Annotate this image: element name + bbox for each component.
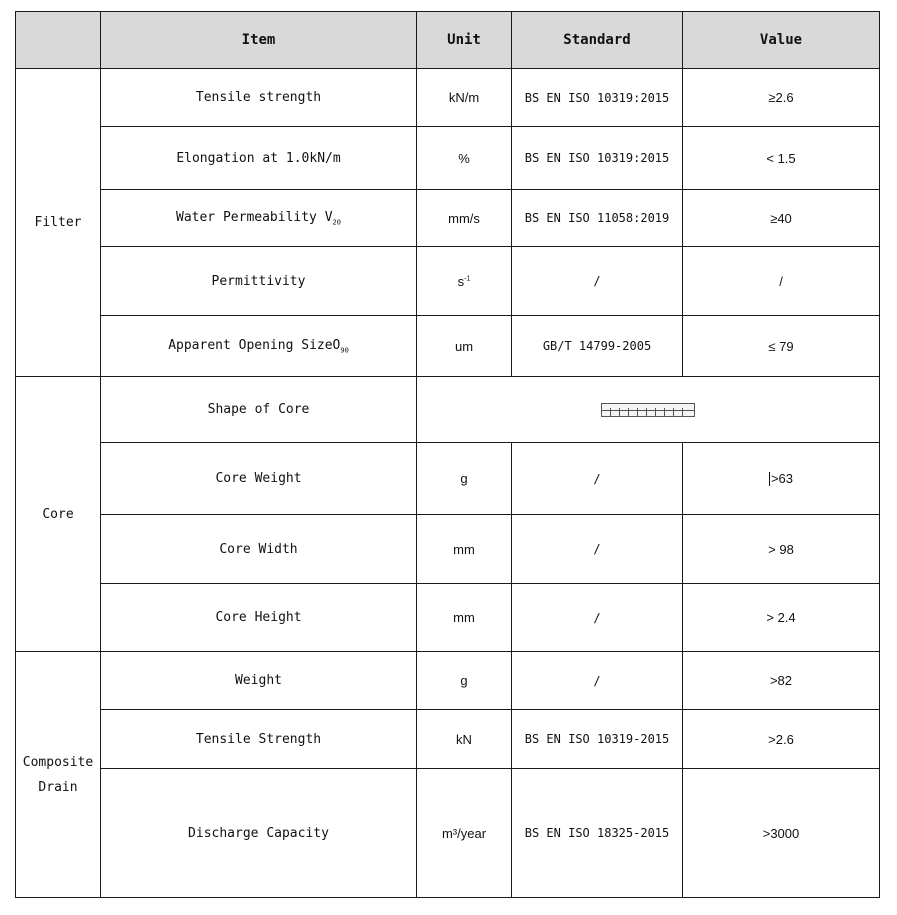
header-group	[16, 12, 101, 69]
value-cell	[683, 443, 880, 515]
value-cell: >3000	[683, 769, 880, 898]
table-row	[16, 584, 880, 652]
header-row	[16, 12, 880, 69]
item-cell: Tensile strength	[101, 69, 417, 127]
value-text: >63	[770, 470, 794, 486]
item-cell: Weight	[101, 652, 417, 710]
core-shape-cell	[417, 377, 880, 443]
group-filter: Filter	[16, 69, 101, 377]
item-text: Water Permeability V	[176, 209, 333, 225]
group-label-line1: Composite	[22, 754, 94, 770]
specification-table	[15, 11, 880, 898]
unit-cell: mm/s	[417, 190, 512, 247]
table-row	[16, 190, 880, 247]
standard-cell: BS EN ISO 11058:2019	[512, 190, 683, 247]
value-cell: < 1.5	[683, 127, 880, 190]
item-cell: Shape of Core	[101, 377, 417, 443]
standard-cell: /	[512, 443, 683, 515]
item-subscript: 90	[340, 346, 349, 355]
item-cell	[101, 316, 417, 377]
unit-cell: kN/m	[417, 69, 512, 127]
standard-cell: /	[512, 247, 683, 316]
table-row	[16, 443, 880, 515]
unit-cell: mm	[417, 584, 512, 652]
table-row	[16, 652, 880, 710]
standard-cell: /	[512, 652, 683, 710]
table-row	[16, 247, 880, 316]
header-value: Value	[683, 12, 880, 69]
table-row	[16, 710, 880, 769]
item-cell: Core Height	[101, 584, 417, 652]
table-row	[16, 127, 880, 190]
header-unit: Unit	[417, 12, 512, 69]
table-row	[16, 515, 880, 584]
value-cell: > 98	[683, 515, 880, 584]
unit-cell: m³/year	[417, 769, 512, 898]
unit-cell: mm	[417, 515, 512, 584]
group-core: Core	[16, 377, 101, 652]
standard-cell: BS EN ISO 18325-2015	[512, 769, 683, 898]
standard-cell: GB/T 14799-2005	[512, 316, 683, 377]
standard-cell: /	[512, 584, 683, 652]
table-row	[16, 769, 880, 898]
header-standard: Standard	[512, 12, 683, 69]
item-cell: Core Width	[101, 515, 417, 584]
standard-cell: BS EN ISO 10319-2015	[512, 710, 683, 769]
unit-superscript: -1	[464, 275, 471, 283]
core-profile-icon	[601, 403, 695, 417]
value-cell: ≤ 79	[683, 316, 880, 377]
value-cell: ≥40	[683, 190, 880, 247]
value-cell: /	[683, 247, 880, 316]
standard-cell: BS EN ISO 10319:2015	[512, 69, 683, 127]
item-cell: Discharge Capacity	[101, 769, 417, 898]
value-cell: >82	[683, 652, 880, 710]
item-cell: Permittivity	[101, 247, 417, 316]
table-row	[16, 316, 880, 377]
unit-cell: g	[417, 652, 512, 710]
unit-cell: kN	[417, 710, 512, 769]
text-caret	[769, 472, 770, 486]
item-cell: Core Weight	[101, 443, 417, 515]
item-text: Apparent Opening SizeO	[168, 337, 341, 353]
unit-cell: %	[417, 127, 512, 190]
value-cell: >2.6	[683, 710, 880, 769]
value-cell: > 2.4	[683, 584, 880, 652]
item-cell	[101, 190, 417, 247]
unit-text: s	[457, 273, 465, 289]
unit-cell: g	[417, 443, 512, 515]
standard-cell: BS EN ISO 10319:2015	[512, 127, 683, 190]
group-label-line2: Drain	[38, 779, 78, 795]
item-cell: Elongation at 1.0kN/m	[101, 127, 417, 190]
item-subscript: 20	[332, 218, 341, 227]
table-row	[16, 377, 880, 443]
header-item: Item	[101, 12, 417, 69]
item-cell: Tensile Strength	[101, 710, 417, 769]
group-composite-drain	[16, 652, 101, 898]
unit-cell: um	[417, 316, 512, 377]
table-row	[16, 69, 880, 127]
value-cell: ≥2.6	[683, 69, 880, 127]
unit-cell	[417, 247, 512, 316]
standard-cell: /	[512, 515, 683, 584]
